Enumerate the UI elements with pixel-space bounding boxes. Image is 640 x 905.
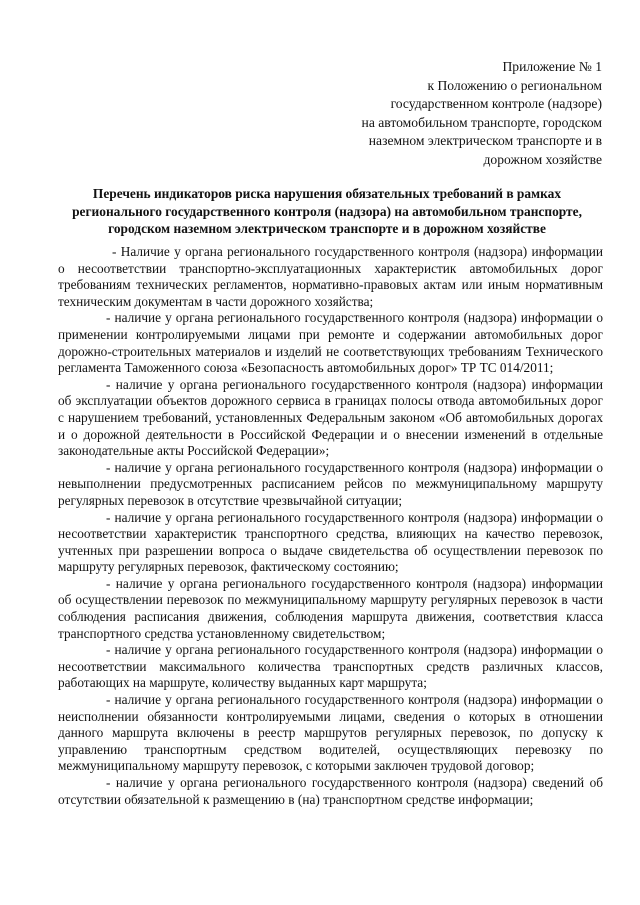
title-line: регионального государственного контроля (надзора) на автомобильном транспорте, <box>72 203 582 219</box>
appendix-line: Приложение № 1 <box>502 59 602 74</box>
appendix-line: дорожном хозяйстве <box>483 151 602 167</box>
indicator-item: - наличие у органа регионального государственного контроля (надзора) сведений об отсутствии обязательной к размещению в (на) транспортном средстве информации; <box>58 775 603 807</box>
title-line: Перечень индикаторов риска нарушения обязательных требований в рамках <box>92 186 562 201</box>
indicator-item: - наличие у органа регионального государственного контроля (надзора) информации о невыполнении предусмотренных расписанием рейсов по межмуниципальному маршруту регулярных перевозок в отсутствие чрезвычайной ситуации; <box>58 459 603 508</box>
indicator-item: - наличие у органа регионального государственного контроля (надзора) информации об осуществлении перевозок по межмуниципальному маршруту регулярных перевозок в части соблюдения расписания движения, соблюдения маршрута движения, соответствия класса транспортного средства установленному свидетельством; <box>58 575 603 641</box>
indicator-item: - наличие у органа регионального государственного контроля (надзора) информации о несоответствии характеристик транспортного средства, влияющих на качество перевозок, учтенных при разрешении вопроса о выдаче свидетельства об осуществлении перевозок по маршруту регулярных перевозок, фактическому состоянию; <box>58 509 603 575</box>
appendix-heading <box>362 58 602 170</box>
indicator-list <box>58 244 603 808</box>
appendix-line: наземном электрическом транспорте и в <box>368 133 602 149</box>
document-title <box>54 185 600 238</box>
appendix-line: к Положению о региональном <box>427 77 602 93</box>
indicator-item: - Наличие у органа регионального государственного контроля (надзора) информации о несоответствии транспортно-эксплуатационных характеристик автомобильных дорог требованиям технических регламентов, нормативно-правовых актам или иным нормативным техническим документам в части дорожного хозяйства; <box>58 244 603 309</box>
appendix-line: на автомобильном транспорте, городском <box>361 114 602 130</box>
title-line: городском наземном электрическом транспорте и в дорожном хозяйстве <box>108 221 546 236</box>
indicator-item: - наличие у органа регионального государственного контроля (надзора) информации о применении контролируемыми лицами при ремонте и содержании автомобильных дорог дорожно-строительных материалов и изделий не соответствующих требованиям Технического регламента Таможенного союза «Безопасность автомобильных дорог» ТР ТС 014/2011; <box>58 310 603 376</box>
appendix-line: государственном контроле (надзоре) <box>390 96 602 112</box>
indicator-item: - наличие у органа регионального государственного контроля (надзора) информации об эксплуатации объектов дорожного сервиса в границах полосы отвода автомобильных дорог с нарушением требований, установленных Федеральным законом «Об автомобильных дорогах и о дорожной деятельности в Российской Федерации и о внесении изменений в отдельные законодательные акты Российской Федерации»; <box>58 376 603 459</box>
indicator-item: - наличие у органа регионального государственного контроля (надзора) информации о неисполнении обязанности контролируемыми лицами, сведения о которых в отношении данного маршрута включены в реестр маршрутов регулярных перевозок, по допуску к управлению транспортным средством водителей, осуществляющих перевозку по межмуниципальному маршруту перевозок, с которыми заключен трудовой договор; <box>58 692 603 774</box>
indicator-item: - наличие у органа регионального государственного контроля (надзора) информации о несоответствии максимального количества транспортных средств различных классов, работающих на маршруте, количеству выданных карт маршрута; <box>58 642 603 691</box>
